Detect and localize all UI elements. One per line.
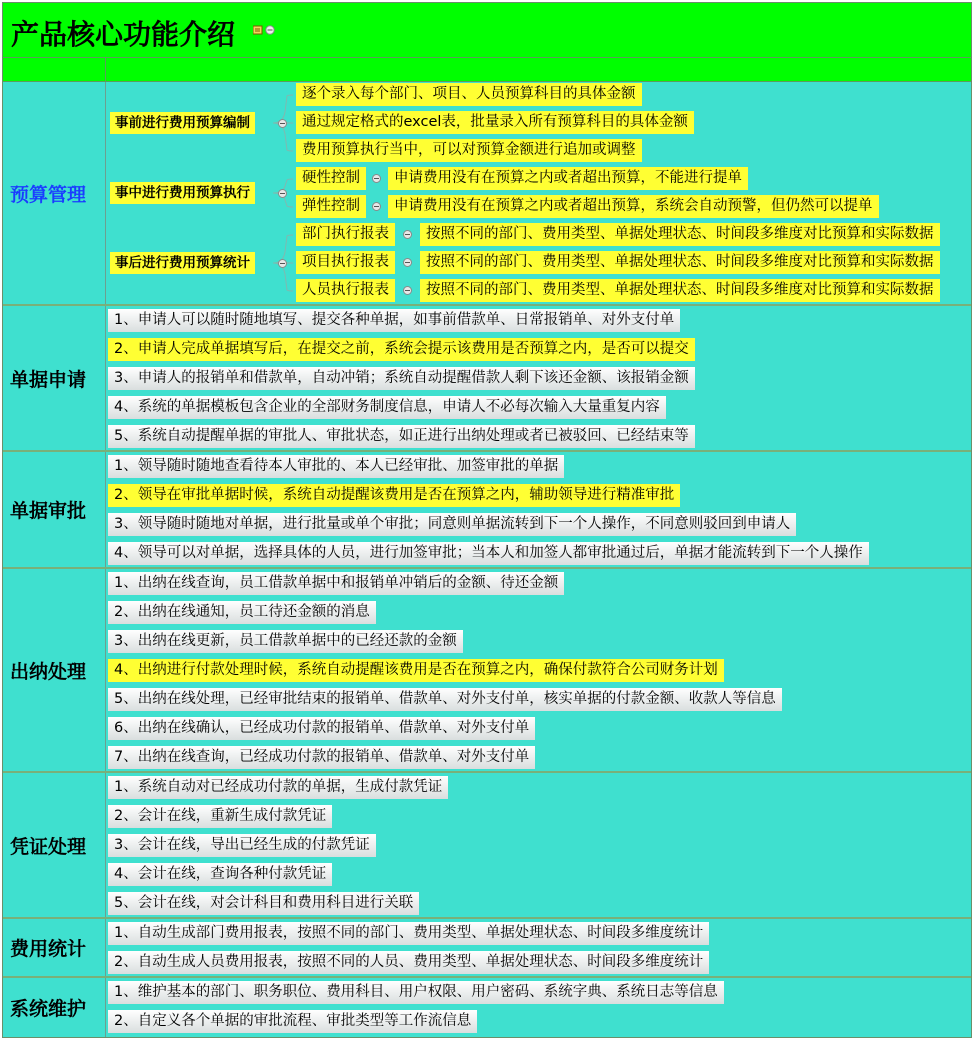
section-label-cashier: 出纳处理: [10, 660, 87, 683]
voucher-item[interactable]: 5、会计在线，对会计科目和费用科目进行关联: [108, 892, 419, 915]
section-stats: [3, 919, 971, 978]
mindmap-frame: [2, 2, 972, 1038]
section-apply: [3, 306, 971, 452]
budget-dept-report[interactable]: 部门执行报表: [296, 223, 395, 246]
collapse-icon[interactable]: [403, 286, 412, 295]
budget-soft-control[interactable]: 弹性控制: [296, 195, 366, 218]
section-label-maintain: 系统维护: [10, 998, 87, 1020]
collapse-icon[interactable]: [403, 230, 412, 239]
note-icon[interactable]: [253, 25, 263, 35]
stats-item[interactable]: 2、自动生成人员费用报表，按照不同的人员、费用类型、单据处理状态、时间段多维度统计: [108, 951, 709, 974]
budget-hard-control[interactable]: 硬性控制: [296, 167, 366, 190]
collapse-icon[interactable]: [372, 174, 381, 183]
budget-proj-report[interactable]: 项目执行报表: [296, 251, 395, 274]
section-label-stats: 费用统计: [10, 938, 87, 960]
approve-item[interactable]: 1、领导随时随地查看待本人审批的、本人已经审批、加签审批的单据: [108, 455, 564, 478]
section-head: [3, 919, 105, 976]
approve-item[interactable]: 4、领导可以对单据，选择具体的人员，进行加签审批；当本人和加签人都审批通过后，单据才能流转到下一个人操作: [108, 542, 869, 565]
cashier-item[interactable]: 6、出纳在线确认，已经成功付款的报销单、借款单、对外支付单: [108, 717, 535, 740]
budget-proj-desc[interactable]: 按照不同的部门、费用类型、单据处理状态、时间段多维度对比预算和实际数据: [420, 251, 940, 274]
budget-pre-item[interactable]: 逐个录入每个部门、项目、人员预算科目的具体金额: [296, 83, 642, 106]
divider: [105, 306, 106, 450]
apply-item[interactable]: 2、申请人完成单据填写后，在提交之前，系统会提示该费用是否预算之内，是否可以提交: [108, 338, 695, 361]
stats-item[interactable]: 1、自动生成部门费用报表，按照不同的部门、费用类型、单据处理状态、时间段多维度统计: [108, 922, 709, 945]
cashier-item[interactable]: 4、出纳进行付款处理时候，系统自动提醒该费用是否在预算之内，确保付款符合公司财务计划: [108, 659, 724, 682]
collapse-icon[interactable]: [265, 25, 275, 35]
apply-item[interactable]: 5、系统自动提醒单据的审批人、审批状态，如正进行出纳处理或者已被驳回、已经结束等: [108, 425, 695, 448]
divider: [105, 773, 106, 917]
budget-post-node[interactable]: 事后进行费用预算统计: [110, 252, 255, 274]
budget-dept-desc[interactable]: 按照不同的部门、费用类型、单据处理状态、时间段多维度对比预算和实际数据: [420, 223, 940, 246]
page-title: 产品核心功能介绍: [11, 18, 236, 51]
section-label-voucher: 凭证处理: [10, 835, 87, 858]
section-label-apply: 单据申请: [10, 368, 87, 391]
collapse-icon[interactable]: [372, 202, 381, 211]
budget-pre-item[interactable]: 费用预算执行当中，可以对预算金额进行追加或调整: [296, 139, 642, 162]
cashier-item[interactable]: 3、出纳在线更新，员工借款单据中的已经还款的金额: [108, 630, 463, 653]
divider: [105, 978, 106, 1037]
budget-hard-desc[interactable]: 申请费用没有在预算之内或者超出预算，不能进行提单: [388, 167, 748, 190]
voucher-item[interactable]: 1、系统自动对已经成功付款的单据，生成付款凭证: [108, 776, 448, 799]
cashier-item[interactable]: 5、出纳在线处理，已经审批结束的报销单、借款单、对外支付单，核实单据的付款金额、收款人等信息: [108, 688, 782, 711]
section-approve: [3, 452, 971, 569]
collapse-icon[interactable]: [403, 258, 412, 267]
approve-item[interactable]: 3、领导随时随地对单据，进行批量或单个审批；同意则单据流转到下一个人操作，不同意则驳回到申请人: [108, 513, 796, 536]
cashier-item[interactable]: 1、出纳在线查询，员工借款单据中和报销单冲销后的金额、待还金额: [108, 572, 564, 595]
voucher-item[interactable]: 3、会计在线，导出已经生成的付款凭证: [108, 834, 376, 857]
title-bar: [3, 3, 971, 58]
apply-item[interactable]: 4、系统的单据模板包含企业的全部财务制度信息，申请人不必每次输入大量重复内容: [108, 396, 666, 419]
collapse-icon[interactable]: [278, 119, 287, 128]
section-head: [3, 773, 105, 917]
divider: [105, 58, 106, 82]
maintain-item[interactable]: 1、维护基本的部门、职务职位、费用科目、用户权限、用户密码、系统字典、系统日志等信息: [108, 981, 724, 1004]
budget-mid-node[interactable]: 事中进行费用预算执行: [110, 182, 255, 204]
budget-pre-item[interactable]: 通过规定格式的excel表，批量录入所有预算科目的具体金额: [296, 111, 694, 134]
section-voucher: [3, 773, 971, 919]
divider: [105, 919, 106, 976]
budget-pre-node[interactable]: 事前进行费用预算编制: [110, 112, 255, 134]
budget-staff-report[interactable]: 人员执行报表: [296, 279, 395, 302]
collapse-icon[interactable]: [278, 259, 287, 268]
divider: [105, 452, 106, 567]
section-head: [3, 306, 105, 450]
budget-soft-desc[interactable]: 申请费用没有在预算之内或者超出预算，系统会自动预警，但仍然可以提单: [388, 195, 879, 218]
title-icons: [253, 25, 275, 35]
voucher-item[interactable]: 2、会计在线，重新生成付款凭证: [108, 805, 332, 828]
maintain-item[interactable]: 2、自定义各个单据的审批流程、审批类型等工作流信息: [108, 1010, 477, 1033]
section-head: [3, 82, 105, 304]
section-budget: [3, 82, 971, 306]
approve-item[interactable]: 2、领导在审批单据时候，系统自动提醒该费用是否在预算之内，辅助领导进行精准审批: [108, 484, 680, 507]
collapse-icon[interactable]: [278, 189, 287, 198]
divider: [105, 569, 106, 771]
section-label-approve: 单据审批: [10, 500, 87, 522]
voucher-item[interactable]: 4、会计在线，查询各种付款凭证: [108, 863, 332, 886]
section-head: [3, 978, 105, 1037]
budget-staff-desc[interactable]: 按照不同的部门、费用类型、单据处理状态、时间段多维度对比预算和实际数据: [420, 279, 940, 302]
section-maintain: [3, 978, 971, 1037]
section-head: [3, 569, 105, 771]
divider: [105, 82, 106, 304]
title-subbar: [3, 58, 971, 82]
section-label-budget: 预算管理: [10, 183, 87, 206]
cashier-item[interactable]: 2、出纳在线通知，员工待还金额的消息: [108, 601, 376, 624]
cashier-item[interactable]: 7、出纳在线查询，已经成功付款的报销单、借款单、对外支付单: [108, 746, 535, 769]
section-cashier: [3, 569, 971, 773]
section-head: [3, 452, 105, 567]
apply-item[interactable]: 1、申请人可以随时随地填写、提交各种单据，如事前借款单、日常报销单、对外支付单: [108, 309, 680, 332]
apply-item[interactable]: 3、申请人的报销单和借款单，自动冲销；系统自动提醒借款人剩下该还金额、该报销金额: [108, 367, 695, 390]
